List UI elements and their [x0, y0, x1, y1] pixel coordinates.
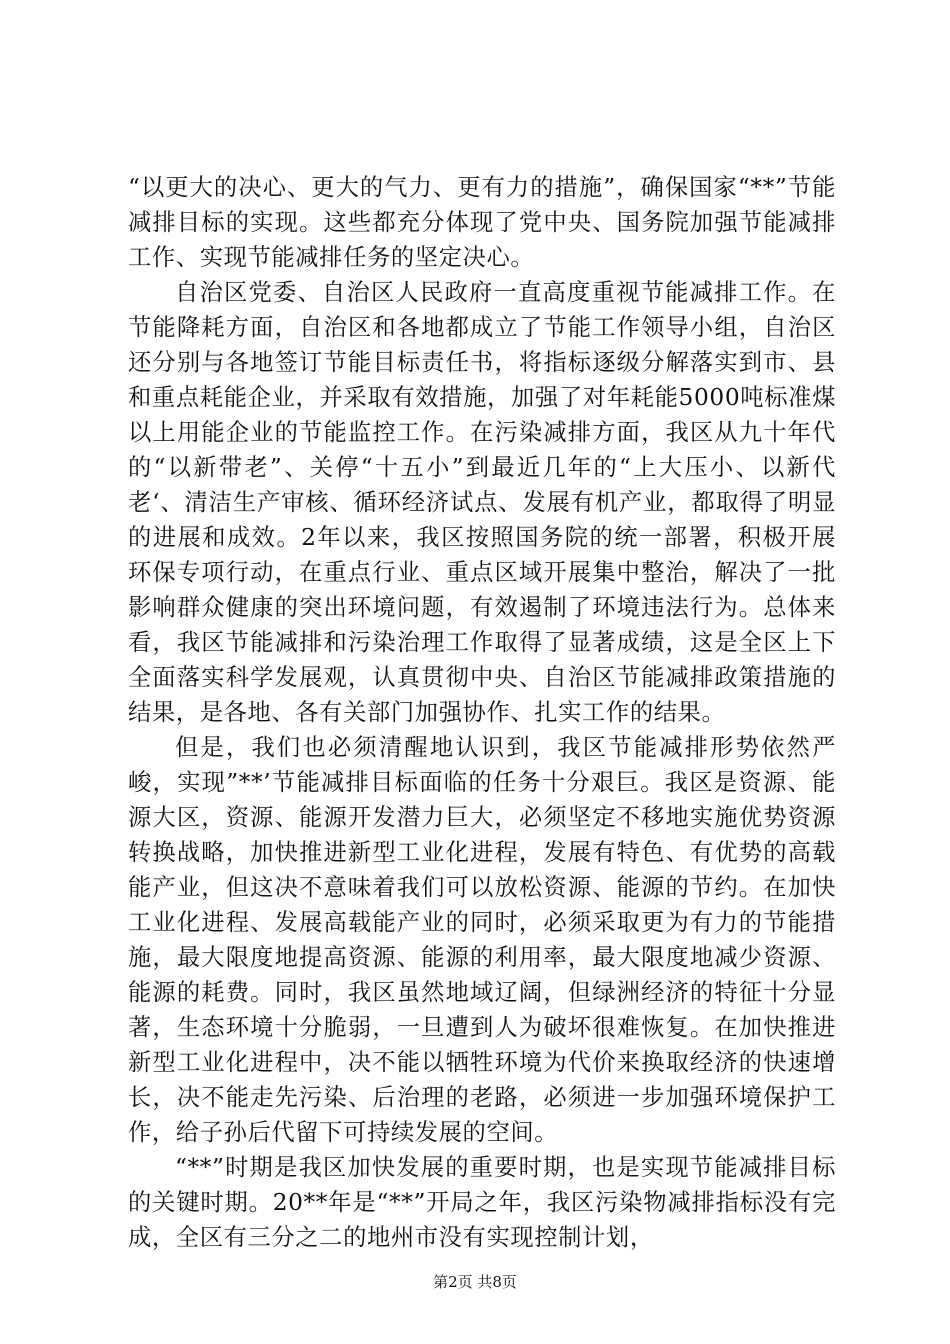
paragraph-challenges: 但是，我们也必须清醒地认识到，我区节能减排形势依然严峻，实现”**’节能减排目标面临的任务十分艰巨。我区是资源、能源大区，资源、能源开发潜力巨大，必须坚定不移地实施优势资源转换战略，加快推进新型工业化进程，发展有特色、有优势的高载能产业，但这决不意味着我们可以放松资源、能源的节约。在加快工业化进程、发展高载能产业的同时，必须采取更为有力的节能措施，最大限度地提高资源、能源的利用率，最大限度地减少资源、能源的耗费。同时，我区虽然地域辽阔，但绿洲经济的特征十分显著，生态环境十分脆弱，一旦遭到人为破坏很难恢复。在加快推进新型工业化进程中，决不能以牺牲环境为代价来换取经济的快速增长，决不能走先污染、后治理的老路，必须进一步加强环境保护工作，给子孙后代留下可持续发展的空间。	[128, 734, 836, 1146]
page-number-footer: 第2页 共8页	[433, 1273, 517, 1291]
paragraph-key-period: “**”时期是我区加快发展的重要时期，也是实现节能减排目标的关键时期。20**年是“**”开局之年，我区污染物减排指标没有完成，全区有三分之二的地州市没有实现控制计划，	[128, 1154, 836, 1251]
paragraph-continuation: “以更大的决心、更大的气力、更有力的措施”，确保国家“**”节能减排目标的实现。这些都充分体现了党中央、国务院加强节能减排工作、实现节能减排任务的坚定决心。	[128, 174, 836, 271]
paragraph-regional-efforts: 自治区党委、自治区人民政府一直高度重视节能减排工作。在节能降耗方面，自治区和各地都成立了节能工作领导小组，自治区还分别与各地签订节能目标责任书，将指标逐级分解落实到市、县和重点耗能企业，并采取有效措施，加强了对年耗能5000吨标准煤以上用能企业的节能监控工作。在污染减排方面，我区从九十年代的“以新带老”、关停“十五小”到最近几年的“上大压小、以新代老‘、清洁生产审核、循环经济试点、发展有机产业，都取得了明显的进展和成效。2年以来，我区按照国务院的统一部署，积极开展环保专项行动，在重点行业、重点区域开展集中整治，解决了一批影响群众健康的突出环境问题，有效遏制了环境违法行为。总体来看，我区节能减排和污染治理工作取得了显著成绩，这是全区上下全面落实科学发展观，认真贯彻中央、自治区节能减排政策措施的结果，是各地、各有关部门加强协作、扎实工作的结果。	[128, 279, 836, 726]
document-body	[128, 170, 836, 1255]
